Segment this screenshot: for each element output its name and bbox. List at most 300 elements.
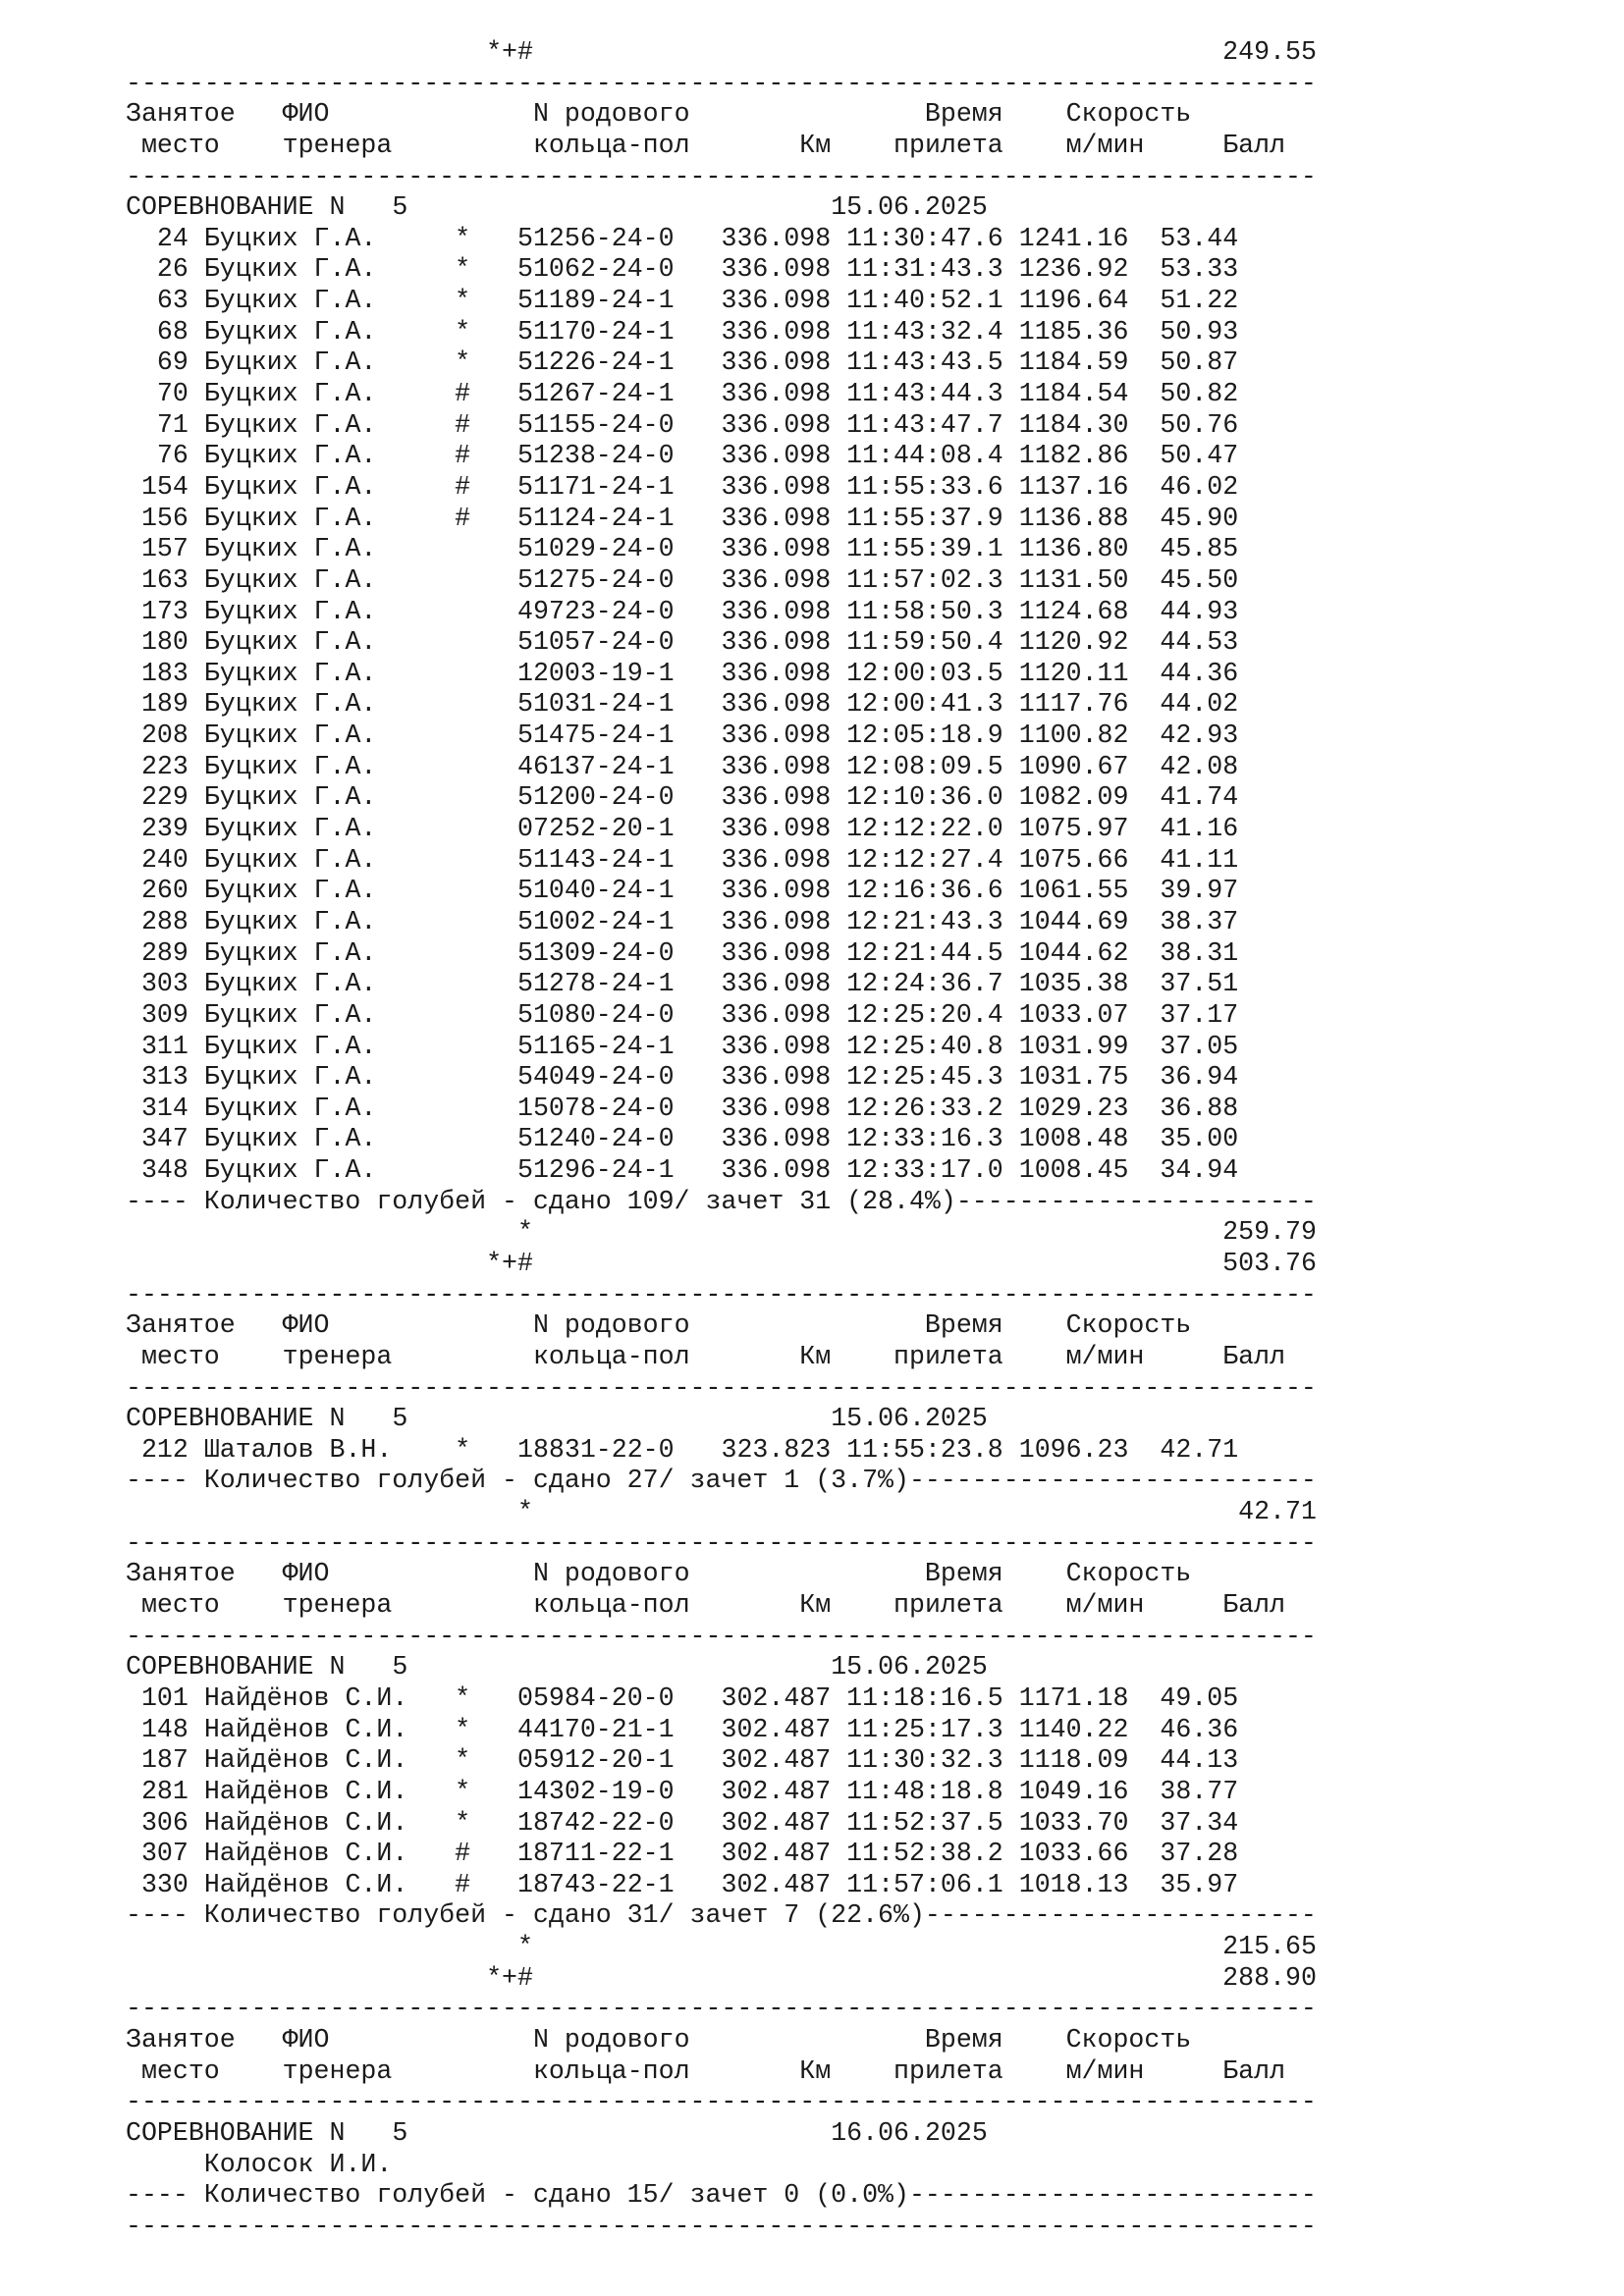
participant-name: Колосок И.И. [203, 2149, 393, 2179]
cell-score: 50.47 [1160, 441, 1239, 471]
cell-place: 306 [126, 1807, 189, 1838]
cell-mark [455, 565, 517, 595]
total-value: 288.90 [1222, 1962, 1317, 1993]
cell-mark: * [455, 1776, 517, 1806]
cell-time: 11:57:06.1 [846, 1869, 1003, 1899]
table-header-row-1 [126, 99, 1520, 131]
cell-score: 42.71 [1160, 1434, 1239, 1465]
table-row [126, 565, 1520, 597]
cell-ring: 51200-24-0 [517, 782, 675, 813]
cell-time: 12:16:36.6 [846, 876, 1003, 906]
table-row [126, 1032, 1520, 1063]
cell-mark: # [455, 379, 517, 409]
column-header-place-sub: место [140, 1341, 283, 1371]
cell-time: 12:33:17.0 [846, 1155, 1003, 1186]
cell-km: 302.487 [721, 1807, 832, 1838]
column-header-place: Занятое [126, 1310, 283, 1341]
cell-ring: 46137-24-1 [517, 751, 675, 781]
cell-time: 11:57:02.3 [846, 564, 1003, 595]
cell-mark [455, 938, 517, 968]
cell-km: 336.098 [721, 876, 832, 906]
cell-place: 68 [126, 316, 189, 347]
table-row [126, 347, 1520, 379]
cell-speed: 1033.70 [1018, 1807, 1129, 1838]
column-header-place-sub: место [140, 130, 283, 160]
cell-speed: 1236.92 [1018, 254, 1129, 285]
cell-place: 260 [126, 876, 189, 906]
cell-name: Шаталов В.Н. [203, 1434, 456, 1465]
table-row [126, 782, 1520, 814]
total-value: 249.55 [1222, 37, 1317, 67]
cell-time: 11:30:47.6 [846, 223, 1003, 253]
cell-name: Буцких Г.А. [203, 721, 456, 751]
total-value: 503.76 [1222, 1248, 1317, 1278]
cell-km: 336.098 [721, 689, 832, 720]
cell-ring: 15078-24-0 [517, 1093, 675, 1123]
summary-text: ---- Количество голубей - сдано 109/ зачет 31 (28.4%) [126, 1186, 956, 1216]
column-header-place: Занятое [126, 99, 283, 130]
separator: ---------------------------------------------------------------------------- [126, 2087, 1317, 2117]
cell-score: 44.02 [1160, 689, 1239, 720]
total-mark: * [516, 1932, 533, 1962]
cell-name: Найдёнов С.И. [203, 1839, 456, 1869]
column-header-speed: Скорость [1065, 1310, 1192, 1341]
table-row [126, 286, 1520, 317]
column-header-km: Км [799, 1590, 894, 1621]
cell-km: 336.098 [721, 937, 832, 968]
cell-name: Буцких Г.А. [203, 1155, 456, 1186]
cell-place: 240 [126, 844, 189, 875]
cell-place: 163 [126, 564, 189, 595]
cell-km: 336.098 [721, 814, 832, 844]
cell-time: 12:08:09.5 [846, 751, 1003, 781]
cell-time: 11:52:38.2 [846, 1839, 1003, 1869]
cell-speed: 1137.16 [1018, 471, 1129, 502]
cell-place: 313 [126, 1062, 189, 1093]
table-header-row-2 [126, 131, 1520, 162]
lead-total [126, 37, 1520, 69]
cell-km: 336.098 [721, 906, 832, 936]
column-header-score: Балл [1222, 1341, 1286, 1371]
cell-km: 336.098 [721, 596, 832, 626]
cell-speed: 1044.62 [1018, 937, 1129, 968]
total-mark: * [516, 1497, 533, 1527]
cell-place: 229 [126, 782, 189, 813]
column-header-speed: Скорость [1065, 99, 1192, 130]
cell-place: 183 [126, 658, 189, 688]
column-header-place: Занятое [126, 2025, 283, 2055]
cell-km: 302.487 [721, 1776, 832, 1806]
cell-place: 307 [126, 1839, 189, 1869]
cell-time: 12:25:40.8 [846, 1031, 1003, 1061]
cell-place: 348 [126, 1155, 189, 1186]
column-header-km: Км [799, 1341, 894, 1371]
cell-score: 46.02 [1160, 471, 1239, 502]
cell-place: 208 [126, 721, 189, 751]
table-row [126, 1777, 1520, 1808]
table-row [126, 1155, 1520, 1187]
column-header-ring: N родового [532, 99, 925, 130]
separator: ---------------------------------------------------------------------------- [126, 68, 1317, 98]
total-line [126, 1217, 1520, 1249]
cell-mark: * [455, 347, 517, 378]
cell-time: 11:25:17.3 [846, 1714, 1003, 1744]
cell-ring: 51057-24-0 [517, 627, 675, 658]
cell-time: 12:00:41.3 [846, 689, 1003, 720]
column-header-ring: N родового [532, 2025, 925, 2055]
cell-place: 26 [126, 254, 189, 285]
cell-ring: 51240-24-0 [517, 1124, 675, 1154]
competition-line [126, 192, 1520, 224]
cell-speed: 1100.82 [1018, 721, 1129, 751]
cell-km: 336.098 [721, 1093, 832, 1123]
total-mark: *+# [486, 1962, 533, 1993]
cell-mark: * [455, 223, 517, 253]
competition-number: 5 [392, 2117, 408, 2148]
cell-score: 41.16 [1160, 814, 1239, 844]
table-row [126, 1745, 1520, 1777]
cell-km: 336.098 [721, 844, 832, 875]
cell-place: 289 [126, 937, 189, 968]
cell-speed: 1184.59 [1018, 347, 1129, 378]
table-row [126, 845, 1520, 877]
table-header-row-1 [126, 2025, 1520, 2056]
cell-place: 303 [126, 969, 189, 999]
cell-speed: 1061.55 [1018, 876, 1129, 906]
cell-name: Буцких Г.А. [203, 1093, 456, 1123]
table-row [126, 938, 1520, 970]
cell-score: 45.90 [1160, 503, 1239, 533]
cell-mark: * [455, 1682, 517, 1713]
cell-name: Найдёнов С.И. [203, 1745, 456, 1776]
competition-title: СОРЕВНОВАНИЕ N [126, 2117, 346, 2148]
cell-speed: 1120.92 [1018, 627, 1129, 658]
cell-score: 44.93 [1160, 596, 1239, 626]
cell-speed: 1075.97 [1018, 814, 1129, 844]
cell-name: Буцких Г.А. [203, 627, 456, 658]
cell-score: 42.93 [1160, 721, 1239, 751]
table-row [126, 534, 1520, 565]
cell-place: 281 [126, 1776, 189, 1806]
cell-time: 11:55:37.9 [846, 503, 1003, 533]
cell-score: 38.31 [1160, 937, 1239, 968]
cell-mark [455, 1062, 517, 1092]
cell-km: 336.098 [721, 999, 832, 1030]
cell-score: 53.33 [1160, 254, 1239, 285]
cell-km: 302.487 [721, 1745, 832, 1776]
participant-line [126, 2150, 1520, 2181]
cell-mark [455, 969, 517, 998]
table-row [126, 659, 1520, 690]
column-header-score: Балл [1222, 1590, 1286, 1621]
summary-text: ---- Количество голубей - сдано 27/ зачет 1 (3.7%) [126, 1466, 909, 1496]
cell-score: 39.97 [1160, 876, 1239, 906]
column-header-speed-sub: м/мин [1065, 1341, 1223, 1371]
cell-time: 12:24:36.7 [846, 969, 1003, 999]
competition-line [126, 1652, 1520, 1683]
separator: ---------------------------------------------------------------------------- [126, 161, 1317, 191]
cell-ring: 51040-24-1 [517, 876, 675, 906]
cell-ring: 05984-20-0 [517, 1682, 675, 1713]
column-header-time: Время [924, 99, 1066, 130]
cell-speed: 1029.23 [1018, 1093, 1129, 1123]
cell-score: 45.50 [1160, 564, 1239, 595]
cell-km: 302.487 [721, 1869, 832, 1899]
cell-place: 180 [126, 627, 189, 658]
cell-name: Буцких Г.А. [203, 844, 456, 875]
cell-score: 37.34 [1160, 1807, 1239, 1838]
table-header-row-2 [126, 2056, 1520, 2088]
cell-km: 336.098 [721, 409, 832, 440]
cell-place: 314 [126, 1093, 189, 1123]
table-row [126, 876, 1520, 907]
cell-km: 336.098 [721, 316, 832, 347]
cell-ring: 51171-24-1 [517, 471, 675, 502]
cell-mark [455, 782, 517, 812]
cell-name: Буцких Г.А. [203, 906, 456, 936]
cell-score: 38.37 [1160, 906, 1239, 936]
cell-ring: 51278-24-1 [517, 969, 675, 999]
table-row [126, 1808, 1520, 1840]
cell-km: 336.098 [721, 254, 832, 285]
cell-name: Буцких Г.А. [203, 782, 456, 813]
cell-ring: 51002-24-1 [517, 906, 675, 936]
cell-name: Найдёнов С.И. [203, 1807, 456, 1838]
cell-score: 44.13 [1160, 1745, 1239, 1776]
cell-name: Буцких Г.А. [203, 596, 456, 626]
cell-ring: 51189-24-1 [517, 286, 675, 316]
table-row [126, 597, 1520, 628]
competition-date: 15.06.2025 [831, 1404, 988, 1434]
cell-ring: 07252-20-1 [517, 814, 675, 844]
cell-score: 37.05 [1160, 1031, 1239, 1061]
column-header-speed: Скорость [1065, 1559, 1192, 1589]
cell-name: Найдёнов С.И. [203, 1714, 456, 1744]
cell-ring: 51296-24-1 [517, 1155, 675, 1186]
cell-place: 189 [126, 689, 189, 720]
results-report [126, 37, 1520, 2242]
cell-time: 12:21:44.5 [846, 937, 1003, 968]
table-row [126, 1839, 1520, 1870]
cell-mark [455, 597, 517, 626]
cell-place: 24 [126, 223, 189, 253]
column-header-speed-sub: м/мин [1065, 1590, 1223, 1621]
cell-mark: # [455, 503, 517, 533]
summary-text: ---- Количество голубей - сдано 15/ зачет 0 (0.0%) [126, 2180, 909, 2211]
cell-speed: 1031.99 [1018, 1031, 1129, 1061]
cell-time: 11:55:33.6 [846, 471, 1003, 502]
column-header-time: Время [924, 1559, 1066, 1589]
cell-name: Буцких Г.А. [203, 876, 456, 906]
cell-place: 76 [126, 441, 189, 471]
column-header-ring-sub: кольца-пол [532, 2056, 800, 2086]
cell-mark [455, 1155, 517, 1185]
separator: ---------------------------------------------------------------------------- [126, 1621, 1317, 1651]
cell-speed: 1033.66 [1018, 1839, 1129, 1869]
cell-place: 239 [126, 814, 189, 844]
cell-score: 44.53 [1160, 627, 1239, 658]
table-row [126, 410, 1520, 442]
cell-score: 36.94 [1160, 1062, 1239, 1093]
cell-ring: 51267-24-1 [517, 379, 675, 409]
column-header-name: ФИО [282, 99, 533, 130]
cell-speed: 1136.80 [1018, 534, 1129, 564]
total-value: 42.71 [1238, 1497, 1317, 1527]
cell-km: 336.098 [721, 627, 832, 658]
cell-place: 223 [126, 751, 189, 781]
cell-speed: 1124.68 [1018, 596, 1129, 626]
competition-date: 15.06.2025 [831, 192, 988, 223]
cell-km: 336.098 [721, 347, 832, 378]
cell-km: 336.098 [721, 534, 832, 564]
cell-name: Буцких Г.А. [203, 223, 456, 253]
cell-ring: 05912-20-1 [517, 1745, 675, 1776]
cell-ring: 51226-24-1 [517, 347, 675, 378]
cell-speed: 1140.22 [1018, 1714, 1129, 1744]
cell-mark: # [455, 409, 517, 440]
table-row [126, 254, 1520, 286]
cell-name: Буцких Г.А. [203, 503, 456, 533]
column-header-name-sub: тренера [282, 130, 533, 160]
cell-km: 336.098 [721, 969, 832, 999]
cell-mark [455, 1094, 517, 1123]
cell-name: Буцких Г.А. [203, 751, 456, 781]
cell-name: Буцких Г.А. [203, 1124, 456, 1154]
cell-km: 336.098 [721, 441, 832, 471]
cell-speed: 1033.07 [1018, 999, 1129, 1030]
cell-time: 11:59:50.4 [846, 627, 1003, 658]
summary-line: ---- Количество голубей - сдано 27/ зачет 1 (3.7%)-------------------------- [126, 1466, 1317, 1496]
cell-name: Буцких Г.А. [203, 254, 456, 285]
cell-mark [455, 814, 517, 843]
column-header-place-sub: место [140, 1590, 283, 1621]
cell-place: 101 [126, 1682, 189, 1713]
competition-number: 5 [392, 192, 408, 223]
cell-speed: 1120.11 [1018, 658, 1129, 688]
cell-score: 50.93 [1160, 316, 1239, 347]
cell-km: 302.487 [721, 1682, 832, 1713]
cell-score: 50.76 [1160, 409, 1239, 440]
cell-speed: 1075.66 [1018, 844, 1129, 875]
cell-time: 12:10:36.0 [846, 782, 1003, 813]
summary-text: ---- Количество голубей - сдано 31/ зачет 7 (22.6%) [126, 1900, 925, 1931]
cell-score: 34.94 [1160, 1155, 1239, 1186]
cell-speed: 1031.75 [1018, 1062, 1129, 1093]
competition-number: 5 [392, 1652, 408, 1682]
cell-mark [455, 627, 517, 657]
table-row [126, 689, 1520, 721]
cell-mark [455, 1000, 517, 1030]
column-header-time-sub: прилета [893, 1341, 1066, 1371]
cell-speed: 1118.09 [1018, 1745, 1129, 1776]
cell-time: 11:43:47.7 [846, 409, 1003, 440]
separator: ---------------------------------------------------------------------------- [126, 1994, 1317, 2024]
cell-ring: 51309-24-0 [517, 937, 675, 968]
cell-ring: 54049-24-0 [517, 1062, 675, 1093]
cell-place: 69 [126, 347, 189, 378]
column-header-score: Балл [1222, 2056, 1286, 2086]
cell-ring: 12003-19-1 [517, 658, 675, 688]
table-header-row-1 [126, 1559, 1520, 1590]
cell-mark [455, 752, 517, 781]
cell-ring: 51256-24-0 [517, 223, 675, 253]
cell-mark [455, 1032, 517, 1061]
cell-score: 37.51 [1160, 969, 1239, 999]
cell-time: 11:18:16.5 [846, 1682, 1003, 1713]
cell-place: 154 [126, 471, 189, 502]
cell-ring: 18711-22-1 [517, 1839, 675, 1869]
cell-place: 63 [126, 286, 189, 316]
cell-place: 71 [126, 409, 189, 440]
cell-score: 38.77 [1160, 1776, 1239, 1806]
cell-ring: 51170-24-1 [517, 316, 675, 347]
table-row [126, 504, 1520, 535]
total-mark: *+# [486, 1248, 533, 1278]
table-row [126, 1715, 1520, 1746]
cell-name: Буцких Г.А. [203, 999, 456, 1030]
cell-km: 336.098 [721, 564, 832, 595]
cell-score: 53.44 [1160, 223, 1239, 253]
column-header-km: Км [799, 130, 894, 160]
table-header-row-1 [126, 1310, 1520, 1342]
cell-time: 12:00:03.5 [846, 658, 1003, 688]
cell-km: 336.098 [721, 1062, 832, 1093]
column-header-km: Км [799, 2056, 894, 2086]
cell-score: 36.88 [1160, 1093, 1239, 1123]
cell-name: Буцких Г.А. [203, 409, 456, 440]
cell-time: 11:44:08.4 [846, 441, 1003, 471]
column-header-place: Занятое [126, 1559, 283, 1589]
competition-title: СОРЕВНОВАНИЕ N [126, 1652, 346, 1682]
cell-km: 336.098 [721, 1124, 832, 1154]
cell-km: 336.098 [721, 379, 832, 409]
cell-speed: 1136.88 [1018, 503, 1129, 533]
table-row [126, 1683, 1520, 1715]
cell-time: 11:43:32.4 [846, 316, 1003, 347]
cell-speed: 1117.76 [1018, 689, 1129, 720]
cell-km: 336.098 [721, 286, 832, 316]
cell-km: 336.098 [721, 751, 832, 781]
cell-place: 187 [126, 1745, 189, 1776]
table-header-row-2 [126, 1342, 1520, 1373]
cell-time: 11:40:52.1 [846, 286, 1003, 316]
table-row [126, 752, 1520, 783]
cell-name: Буцких Г.А. [203, 937, 456, 968]
cell-ring: 49723-24-0 [517, 596, 675, 626]
column-header-ring-sub: кольца-пол [532, 1590, 800, 1621]
total-mark: *+# [486, 37, 533, 67]
cell-time: 12:05:18.9 [846, 721, 1003, 751]
cell-mark: # [455, 441, 517, 471]
column-header-time: Время [924, 2025, 1066, 2055]
cell-mark: * [455, 1434, 517, 1465]
cell-speed: 1008.48 [1018, 1124, 1129, 1154]
cell-speed: 1090.67 [1018, 751, 1129, 781]
column-header-name-sub: тренера [282, 2056, 533, 2086]
cell-ring: 18743-22-1 [517, 1869, 675, 1899]
cell-mark: # [455, 1869, 517, 1899]
total-value: 259.79 [1222, 1217, 1317, 1248]
competition-date: 16.06.2025 [831, 2117, 988, 2148]
cell-mark: * [455, 1807, 517, 1838]
column-header-ring-sub: кольца-пол [532, 130, 800, 160]
cell-name: Буцких Г.А. [203, 969, 456, 999]
cell-mark: * [455, 316, 517, 347]
cell-speed: 1049.16 [1018, 1776, 1129, 1806]
column-header-time-sub: прилета [893, 1590, 1066, 1621]
cell-km: 336.098 [721, 658, 832, 688]
cell-place: 70 [126, 379, 189, 409]
